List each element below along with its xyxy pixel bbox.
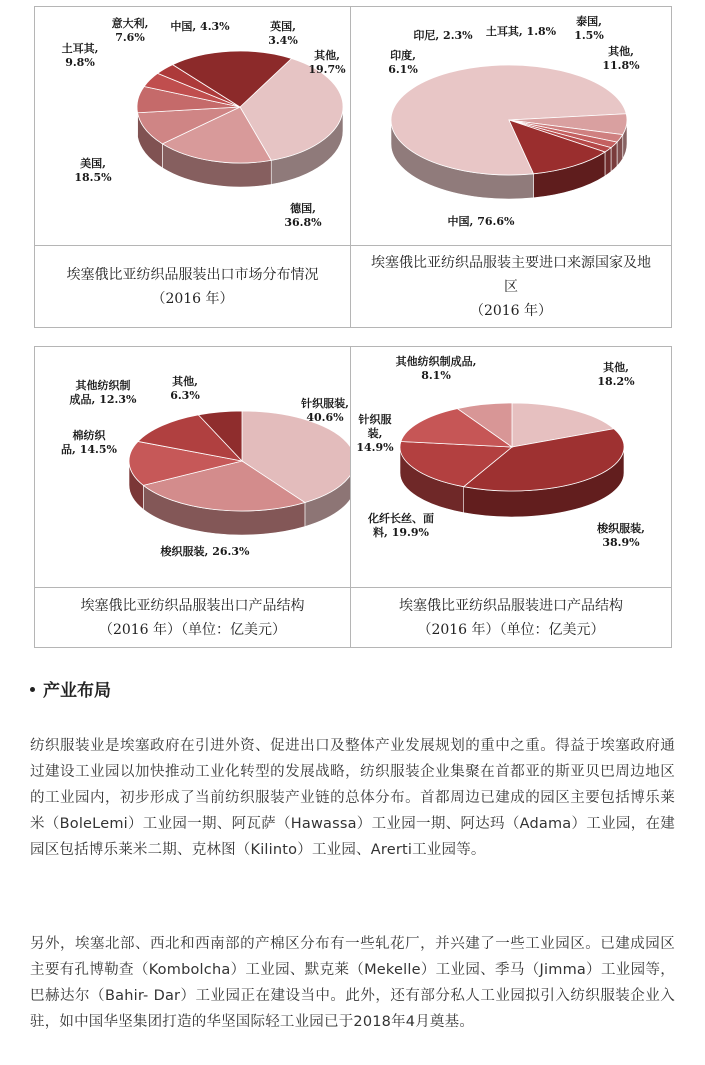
import-structure-caption-cell xyxy=(351,588,672,648)
pie-data-label: 土耳其, 9.8% xyxy=(61,42,99,69)
export-structure-pie-chart xyxy=(35,347,350,583)
pie-data-label: 土耳其, 1.8% xyxy=(485,25,557,38)
pie-data-label: 其他, 19.7% xyxy=(308,49,346,76)
import-structure-caption: 埃塞俄比亚纺织品服装进口产品结构 xyxy=(399,597,623,614)
export-market-caption: 埃塞俄比亚纺织品服装出口市场分布情况 xyxy=(66,266,319,283)
top-chart-table xyxy=(34,6,672,328)
pie-data-label: 其他纺织制成品, 12.3% xyxy=(69,379,137,406)
pie-data-label: 印尼, 2.3% xyxy=(413,29,473,42)
import-structure-year: （2016 年）（单位：亿美元） xyxy=(417,621,605,638)
pie-data-label: 梭织服装, 26.3% xyxy=(160,545,250,558)
pie-data-label: 其他, 18.2% xyxy=(597,361,635,388)
pie-data-label: 印度, 6.1% xyxy=(388,49,418,76)
pie-data-label: 棉纺织品, 14.5% xyxy=(61,429,117,456)
pie-data-label: 其他, 11.8% xyxy=(602,45,640,72)
import-source-year: （2016 年） xyxy=(469,302,553,319)
pie-data-label: 泰国, 1.5% xyxy=(574,15,604,42)
pie-data-label: 中国, 4.3% xyxy=(170,20,230,33)
export-structure-chart-cell xyxy=(35,347,351,588)
pie-data-label: 化纤长丝、面料, 19.9% xyxy=(368,512,434,539)
paragraph-industry-layout: 纺织服装业是埃塞政府在引进外资、促进出口及整体产业发展规划的重中之重。得益于埃塞政府通过建设工业园以加快推动工业化转型的发展战略，纺织服装企业集聚在首都亚的斯亚贝巴周边地区的工业园内，初步形成了当前纺织服装产业链的总体分布。首都周边已建成的园区主要包括博乐莱米（BoleLemi）工业园一期、阿瓦萨（Hawassa）工业园一期、阿达玛（Adama）工业园，在建园区包括博乐莱米二期、克林图（Kilinto）工业园、Arerti工业园等。 xyxy=(30,738,675,858)
section-heading xyxy=(30,676,111,701)
import-source-chart-cell xyxy=(351,7,672,246)
export-structure-year: （2016 年）（单位：亿美元） xyxy=(98,621,287,638)
bottom-chart-table xyxy=(34,346,672,648)
pie-slice-side xyxy=(605,148,611,176)
section-title: 产业布局 xyxy=(43,681,111,701)
pie-data-label: 英国, 3.4% xyxy=(268,20,298,47)
pie-data-label: 梭织服装, 38.9% xyxy=(597,522,645,549)
pie-data-label: 美国, 18.5% xyxy=(74,157,112,184)
export-market-caption-cell xyxy=(35,246,351,328)
pie-data-label: 针织服装, 14.9% xyxy=(356,413,394,454)
export-structure-caption-cell xyxy=(35,588,351,648)
pie-data-label: 其他纺织制成品, 8.1% xyxy=(395,355,477,382)
import-source-caption: 埃塞俄比亚纺织品服装主要进口来源国家及地区 xyxy=(371,254,651,295)
pie-data-label: 中国, 76.6% xyxy=(447,215,515,228)
export-structure-caption: 埃塞俄比亚纺织品服装出口产品结构 xyxy=(80,597,305,614)
pie-data-label: 德国, 36.8% xyxy=(284,202,322,229)
pie-data-label: 其他, 6.3% xyxy=(170,375,200,402)
export-market-pie-chart xyxy=(35,7,350,241)
import-structure-chart-cell xyxy=(351,347,672,588)
pie-data-label: 意大利, 7.6% xyxy=(111,17,149,44)
import-source-pie-chart xyxy=(351,7,671,241)
pie-data-label: 针织服装, 40.6% xyxy=(301,397,349,424)
export-market-chart-cell xyxy=(35,7,351,246)
export-market-year: （2016 年） xyxy=(151,290,234,307)
paragraph-other-regions: 另外，埃塞北部、西北和西南部的产棉区分布有一些轧花厂，并兴建了一些工业园区。已建成园区主要有孔博勒查（Kombolcha）工业园、默克莱（Mekelle）工业园、季马（Jimma）工业园等，巴赫达尔（Bahir- Dar）工业园正在建设当中。此外，还有部分私人工业园拟引入纺织服装企业入驻，如中国华坚集团打造的华坚国际轻工业园已于2018年4月奠基。 xyxy=(30,936,675,1030)
bullet-dot-icon xyxy=(30,687,35,692)
import-source-caption-cell xyxy=(351,246,672,328)
import-structure-pie-chart xyxy=(351,347,671,583)
